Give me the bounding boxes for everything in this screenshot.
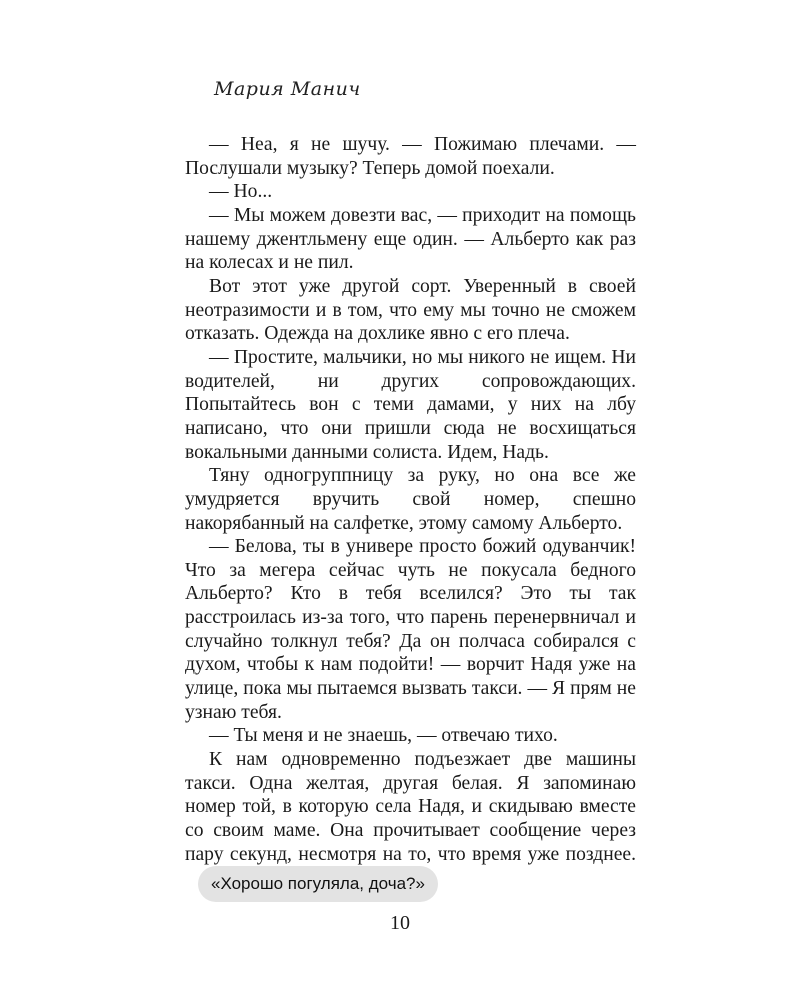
message-text: «Хорошо погуляла, доча?» <box>211 874 425 893</box>
paragraph: — Мы можем довезти вас, — приходит на помощь нашему джентльмену еще один. — Альберто как раз на колесах и не пил. <box>185 204 636 274</box>
running-head-author: Мария Манич <box>214 78 361 100</box>
paragraph: Тяну одногруппницу за руку, но она все же умудряется вручить свой номер, спешно накорябанный на салфетке, этому самому Альберто. <box>185 465 636 534</box>
paragraph: — Ты меня и не знаешь, — отвечаю тихо. <box>209 725 558 747</box>
paragraph: — Но... <box>209 181 273 203</box>
body-text <box>185 133 636 866</box>
page-number: 10 <box>390 912 410 934</box>
paragraph: Вот этот уже другой сорт. Уверенный в своей неотразимости и в том, что ему мы точно не сможем отказать. Одежда на дохлике явно с его плеча. <box>185 275 636 345</box>
paragraph: — Простите, мальчики, но мы никого не ищем. Ни водителей, ни других сопровождающих. Попытайтесь вон с теми дамами, у них на лбу написано, что они пришли сюда не восхищаться вокальными данными солиста. Идем, Надь. <box>185 346 636 463</box>
message-bubble <box>198 866 438 902</box>
paragraph: — Белова, ты в универе просто божий одуванчик! Что за мегера сейчас чуть не покусала бедного Альберто? Кто в тебя вселился? Это ты так расстроилась из-за того, что парень перенервничал и случайно толкнул тебя? Да он полчаса собирался с духом, чтобы к нам подойти! — ворчит Надя уже на улице, пока мы пытаемся вызвать такси. — Я прям не узнаю тебя. <box>185 536 636 723</box>
paragraph: К нам одновременно подъезжает две машины такси. Одна желтая, другая белая. Я запоминаю номер той, в которую села Надя, и скидываю вместе со своим маме. Она прочитывает сообщение через пару секунд, несмотря на то, что время уже позднее. <box>185 749 636 865</box>
paragraph: — Неа, я не шучу. — Пожимаю плечами. — Послушали музыку? Теперь домой поехали. <box>185 134 636 179</box>
